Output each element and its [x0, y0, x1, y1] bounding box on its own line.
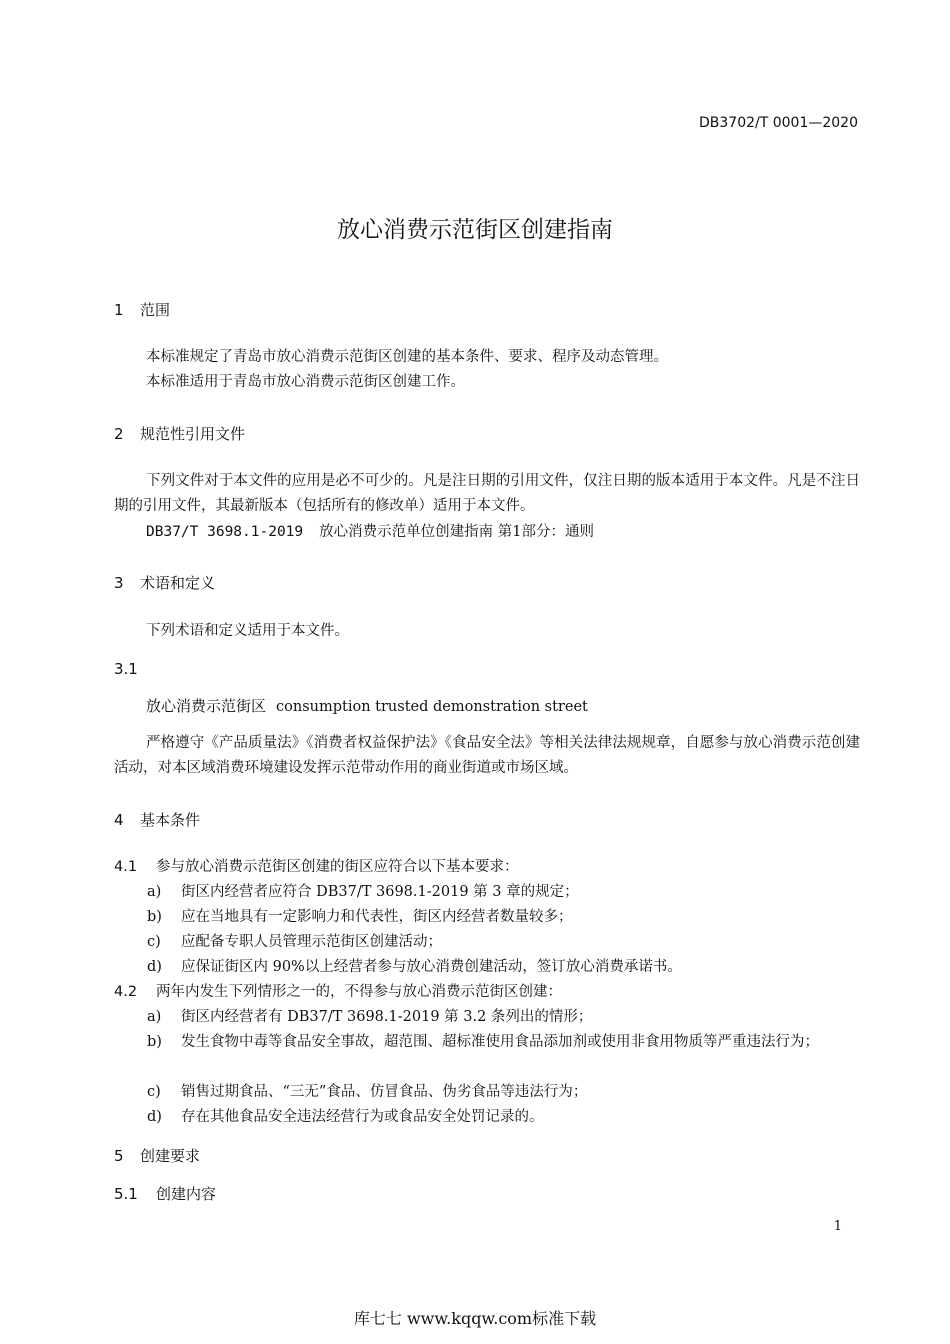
- paragraph: 下列文件对于本文件的应用是必不可少的。凡是注日期的引用文件，仅注日期的版本适用于本文件。凡是不注日期的引用文件，其最新版本（包括所有的修改单）适用于本文件。: [114, 473, 860, 514]
- clause-4-2: [114, 980, 562, 1005]
- list-text: 应配备专职人员管理示范街区创建活动；: [181, 934, 442, 950]
- section-1-heading: [114, 299, 170, 320]
- list-label: a): [147, 884, 162, 900]
- clause-text: 两年内发生下列情形之一的，不得参与放心消费示范街区创建：: [156, 984, 562, 1000]
- list-text: 应在当地具有一定影响力和代表性，街区内经营者数量较多；: [181, 909, 573, 925]
- term-definition: 严格遵守《产品质量法》《消费者权益保护法》《食品安全法》等相关法律法规规章，自愿参与放心消费示范创建活动，对本区域消费环境建设发挥示范带动作用的商业街道或市场区域。: [114, 735, 860, 776]
- clause-number: 4.1: [114, 859, 138, 875]
- term-chinese: 放心消费示范街区: [146, 697, 267, 715]
- page-title: 放心消费示范街区创建指南: [337, 217, 613, 243]
- section-number: 2: [114, 425, 124, 443]
- reference-code: DB37/T 3698.1-2019: [146, 524, 304, 540]
- list-text: 发生食物中毒等食品安全事故，超范围、超标准使用食品添加剂或使用非食用物质等严重违法行为；: [181, 1034, 819, 1050]
- section-5-heading: [114, 1145, 200, 1166]
- document-code: DB3702/T 0001—2020: [699, 115, 858, 131]
- section-title: 范围: [140, 301, 171, 319]
- list-item: [147, 955, 861, 980]
- page-number: 1: [833, 1219, 842, 1234]
- section-4-heading: [114, 809, 200, 830]
- list-label: a): [147, 1009, 162, 1025]
- section-title: 基本条件: [140, 811, 201, 829]
- clause-4-1: [114, 855, 519, 880]
- list-label: d): [147, 1109, 162, 1125]
- section-3-heading: [114, 572, 215, 593]
- list-text: 街区内经营者有 DB37/T 3698.1-2019 第 3.2 条列出的情形；: [181, 1009, 593, 1025]
- list-label: b): [147, 909, 162, 925]
- list-label: d): [147, 959, 162, 975]
- section-title: 规范性引用文件: [140, 425, 246, 443]
- section-title: 创建要求: [140, 1147, 201, 1165]
- section-title: 术语和定义: [140, 574, 216, 592]
- list-label: c): [147, 934, 161, 950]
- clause-5-1-heading: [114, 1183, 216, 1204]
- normative-reference: [146, 520, 594, 545]
- list-item: [147, 1005, 861, 1030]
- footer-watermark: 库七七 www.kqqw.com标准下载: [353, 1309, 597, 1328]
- clause-title: 创建内容: [156, 1185, 217, 1203]
- list-text: 应保证街区内 90%以上经营者参与放心消费创建活动，签订放心消费承诺书。: [181, 959, 682, 975]
- paragraph: 本标准规定了青岛市放心消费示范街区创建的基本条件、要求、程序及动态管理。: [146, 349, 668, 365]
- list-item: [147, 905, 861, 930]
- clause-number: 4.2: [114, 984, 138, 1000]
- list-item: [147, 1105, 861, 1130]
- term-english: consumption trusted demonstration street: [276, 699, 588, 715]
- list-item: [147, 1030, 861, 1055]
- paragraph: 下列术语和定义适用于本文件。: [146, 623, 349, 639]
- list-text: 街区内经营者应符合 DB37/T 3698.1-2019 第 3 章的规定；: [181, 884, 579, 900]
- clause-number: 3.1: [114, 660, 138, 678]
- list-label: b): [147, 1034, 162, 1050]
- section-number: 4: [114, 811, 124, 829]
- paragraph: 本标准适用于青岛市放心消费示范街区创建工作。: [146, 374, 465, 390]
- section-number: 1: [114, 301, 124, 319]
- section-2-heading: [114, 423, 245, 444]
- clause-number: 5.1: [114, 1185, 138, 1203]
- term-entry: [146, 694, 588, 720]
- section-number: 5: [114, 1147, 124, 1165]
- section-number: 3: [114, 574, 124, 592]
- list-text: 存在其他食品安全违法经营行为或食品安全处罚记录的。: [181, 1109, 544, 1125]
- list-item: [147, 930, 861, 955]
- clause-text: 参与放心消费示范街区创建的街区应符合以下基本要求：: [156, 859, 519, 875]
- list-label: c): [147, 1084, 161, 1100]
- list-text: 销售过期食品、“三无”食品、仿冒食品、伪劣食品等违法行为；: [181, 1084, 588, 1100]
- list-item: [147, 880, 861, 905]
- reference-title: 放心消费示范单位创建指南 第1部分：通则: [319, 524, 594, 540]
- list-item: [147, 1080, 861, 1105]
